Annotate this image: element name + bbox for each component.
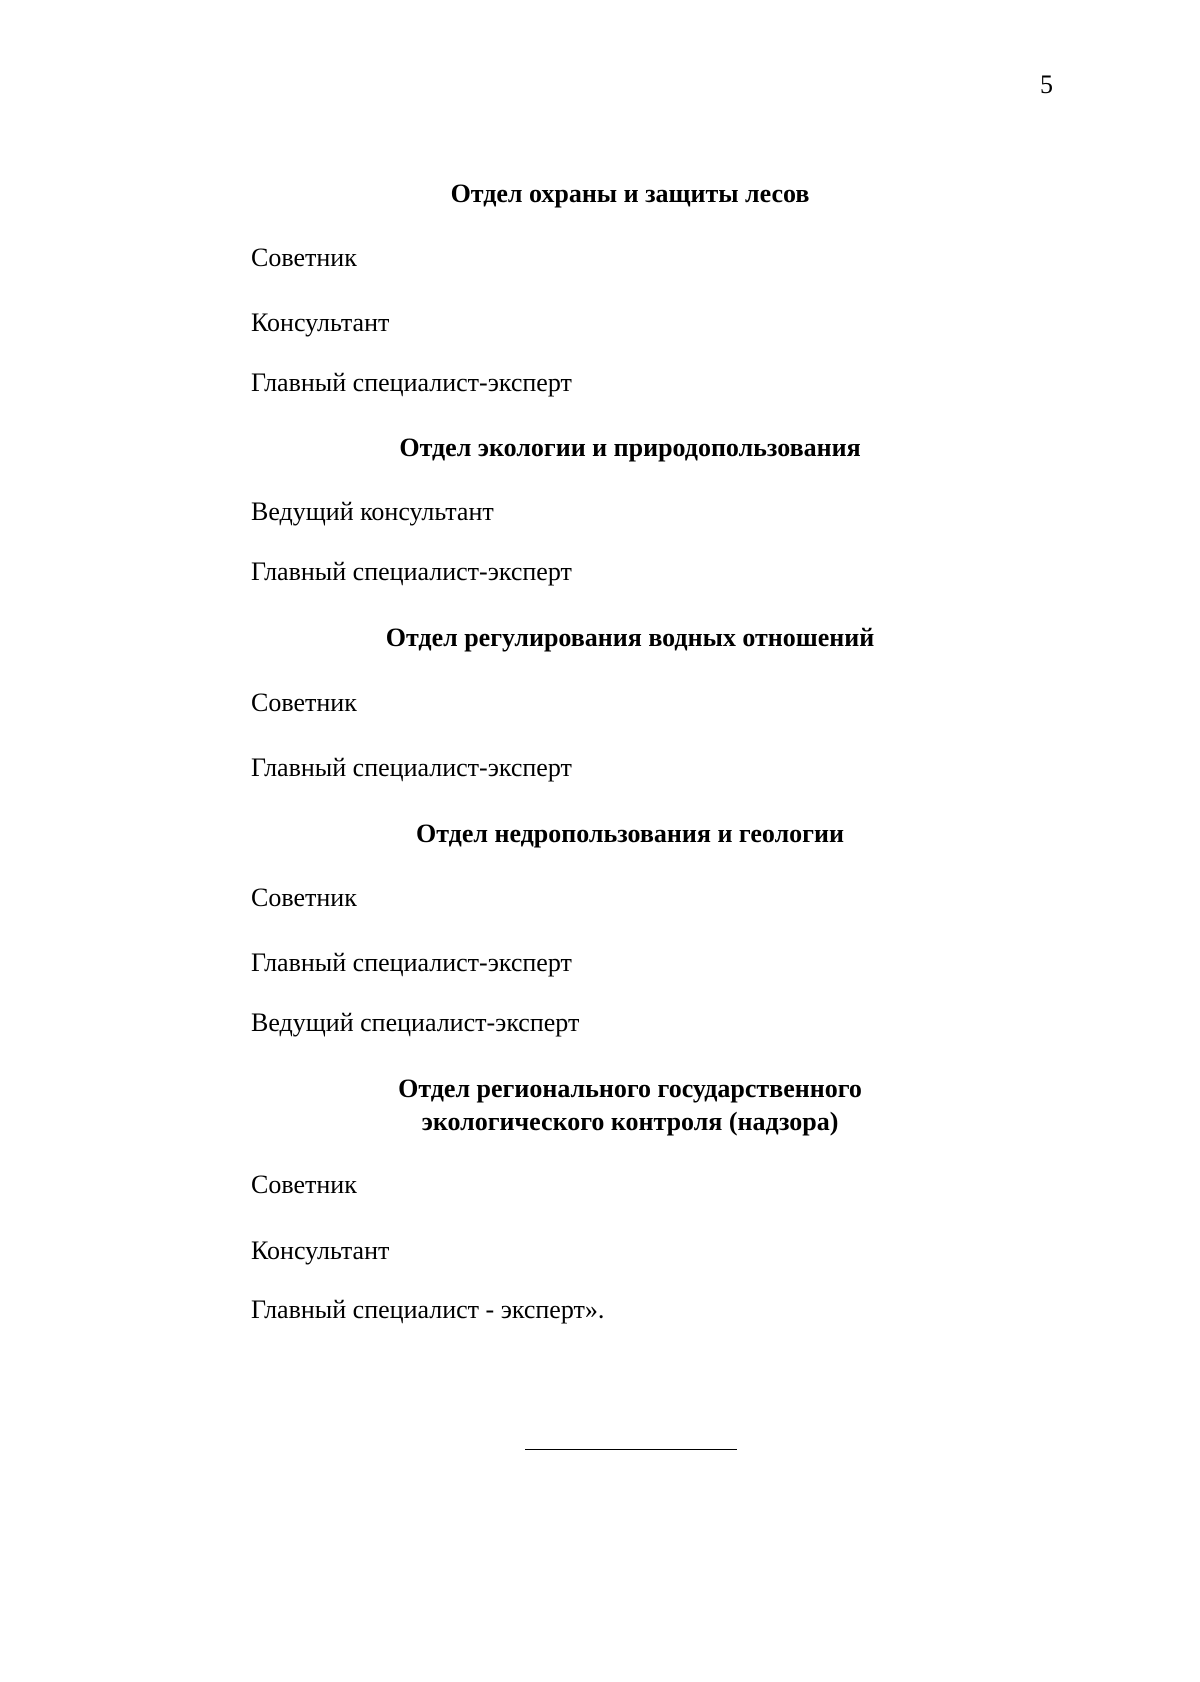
position-item: Консультант	[251, 1236, 390, 1265]
position-item: Советник	[251, 1170, 357, 1199]
position-item: Консультант	[251, 308, 390, 337]
section-heading-forest-protection: Отдел охраны и защиты лесов	[450, 179, 810, 208]
position-item: Главный специалист-эксперт	[251, 557, 572, 586]
position-item: Главный специалист-эксперт	[251, 368, 572, 397]
section-heading-water-relations: Отдел регулирования водных отношений	[385, 623, 875, 652]
position-item: Главный специалист - эксперт».	[251, 1295, 605, 1324]
position-item: Ведущий консультант	[251, 497, 494, 526]
position-item: Главный специалист-эксперт	[251, 753, 572, 782]
section-heading-eco-control-line-1: Отдел регионального государственного	[398, 1074, 862, 1103]
section-heading-subsoil-geology: Отдел недропользования и геологии	[416, 819, 844, 848]
position-item: Советник	[251, 688, 357, 717]
position-item: Советник	[251, 243, 357, 272]
section-heading-ecology: Отдел экологии и природопользования	[399, 433, 861, 462]
section-heading-eco-control-line-2: экологического контроля (надзора)	[421, 1107, 839, 1136]
position-item: Главный специалист-эксперт	[251, 948, 572, 977]
position-item: Советник	[251, 883, 357, 912]
page-number: 5	[1040, 70, 1053, 99]
end-of-document-rule	[525, 1449, 737, 1450]
position-item: Ведущий специалист-эксперт	[251, 1008, 580, 1037]
